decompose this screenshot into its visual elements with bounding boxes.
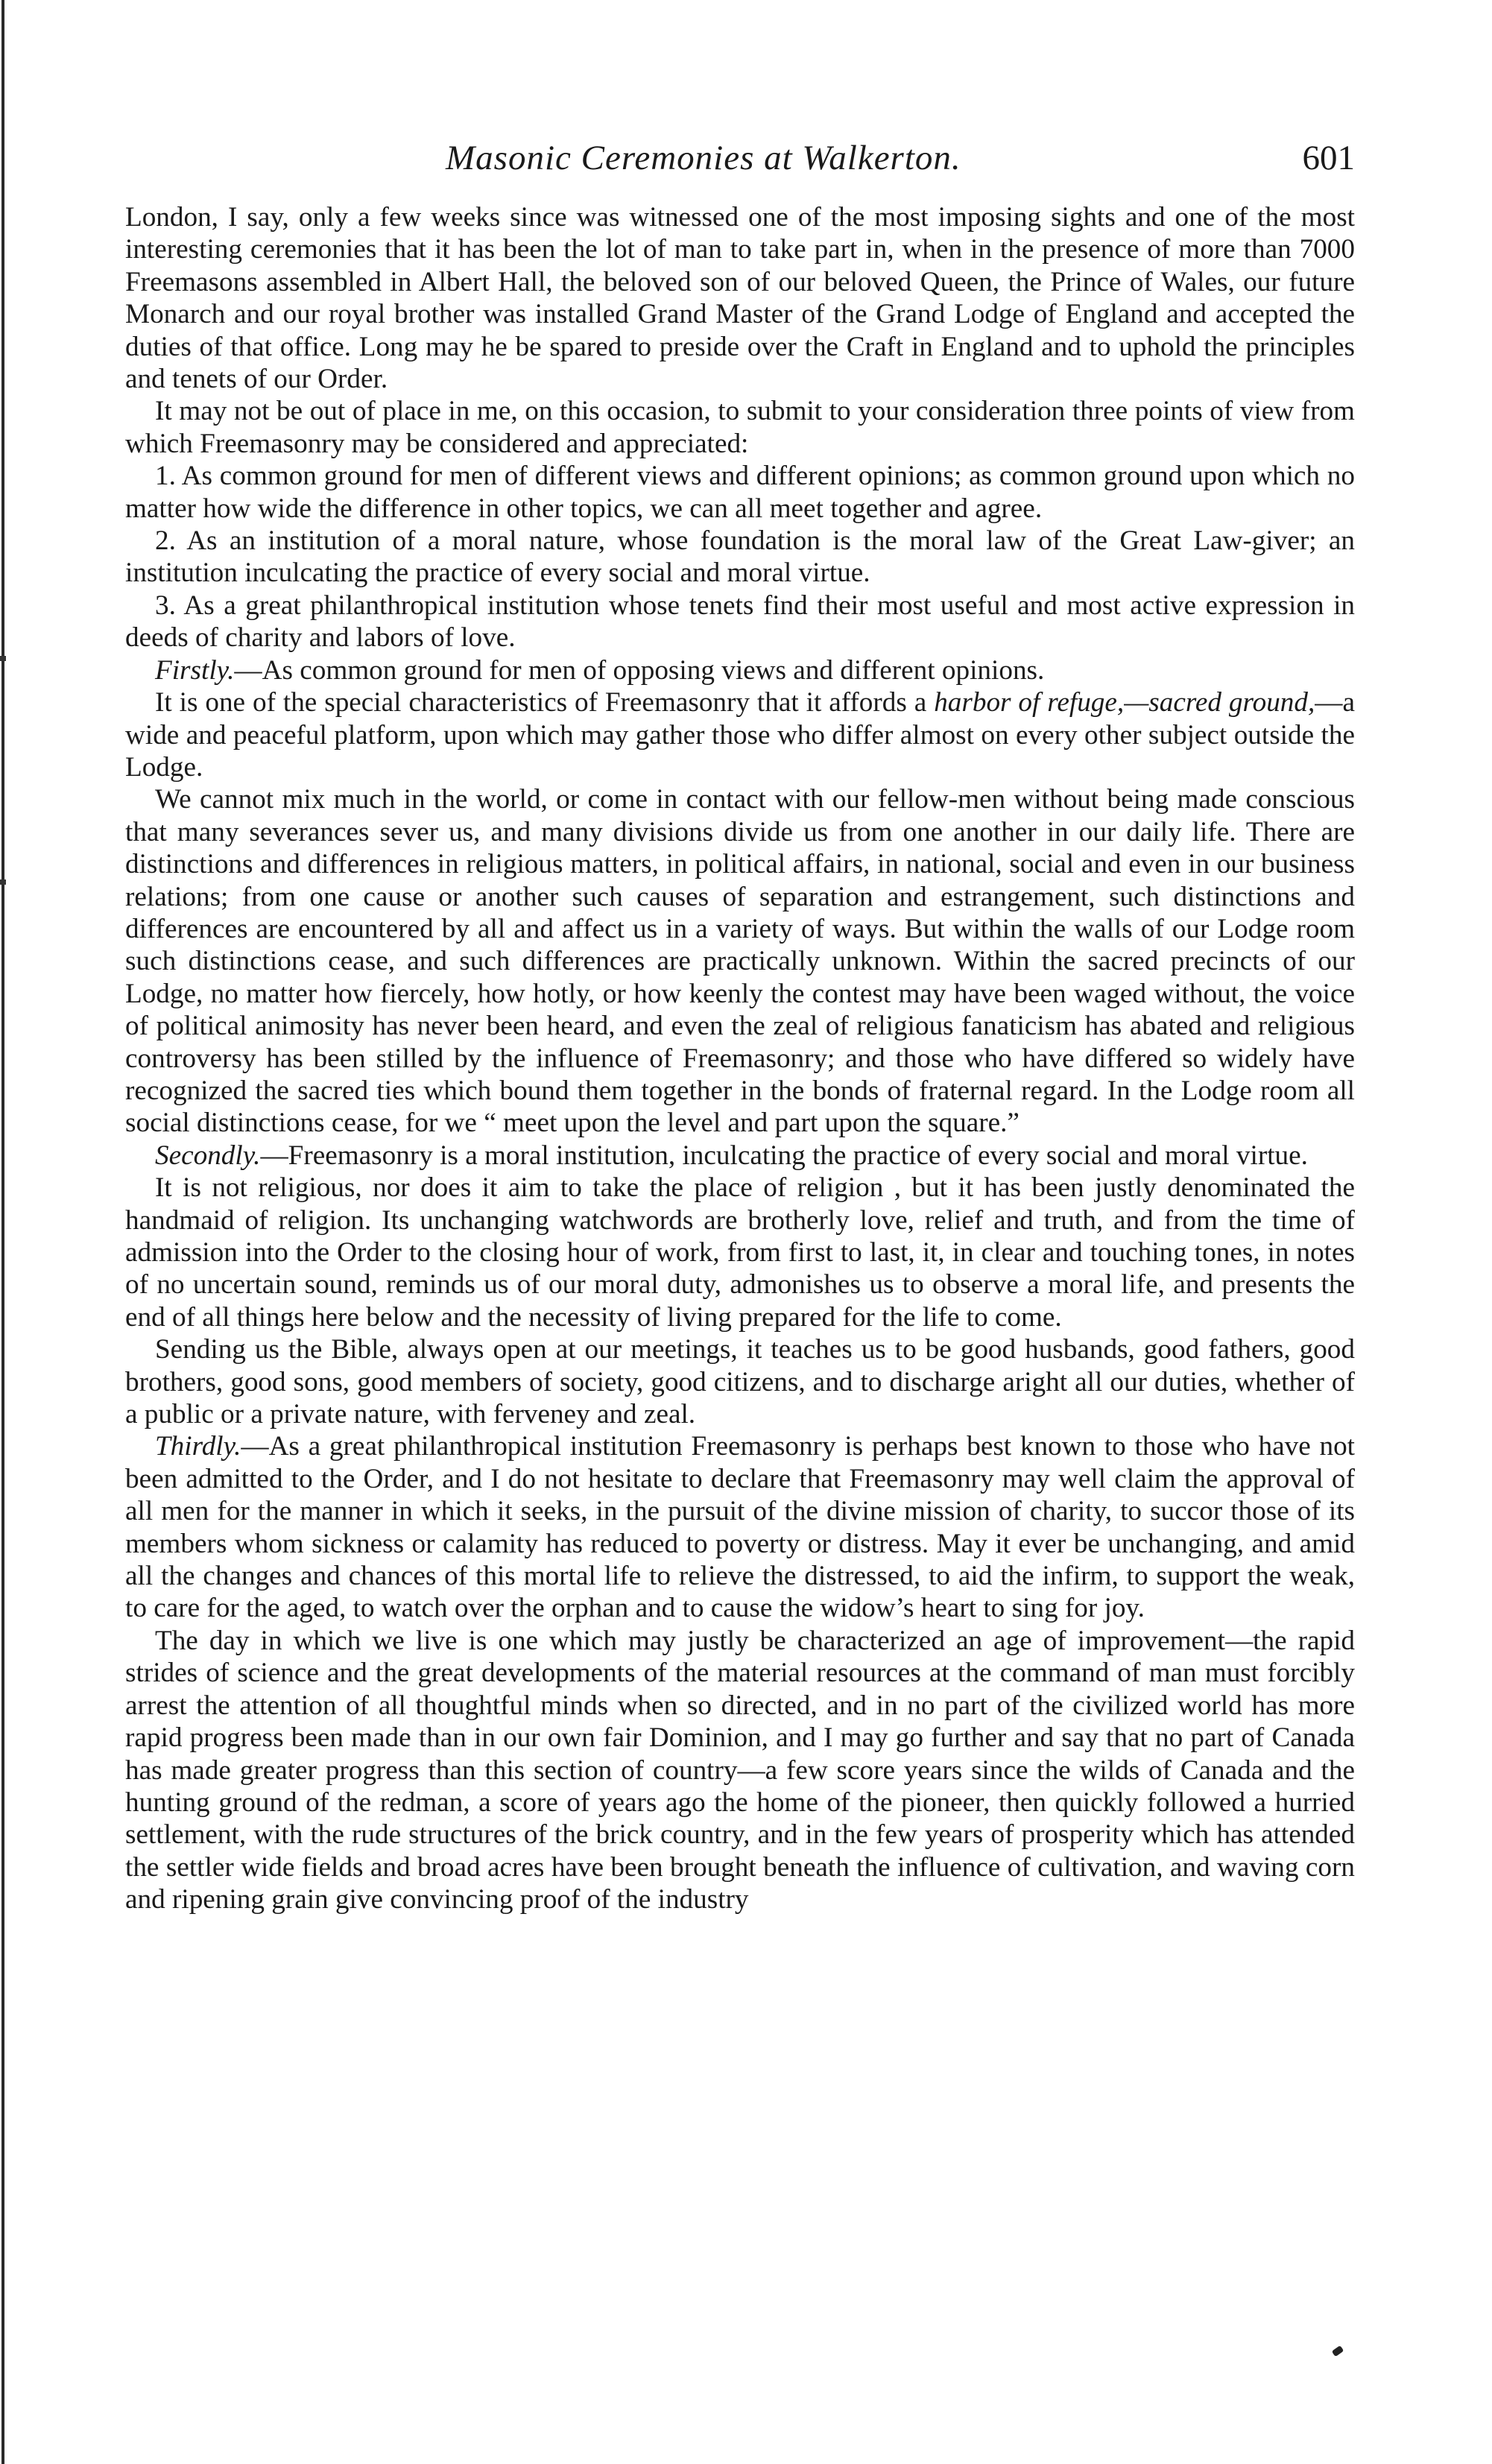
running-title: Masonic Ceremonies at Walkerton. (446, 139, 961, 177)
paragraph: It is one of the special characteristics of Freemasonry that it affords a harbor of refuge,—sacred ground,—a wide and peaceful platform, upon which may gather those who differ almost on every other subject outside the Lodge. (125, 687, 1355, 783)
emphasis: harbor of refuge,—sacred ground, (934, 687, 1315, 718)
binding-mark (0, 656, 6, 661)
paragraph: Secondly.—Freemasonry is a moral institution, inculcating the practice of every social and moral virtue. (155, 1140, 1308, 1171)
paragraph: Firstly.—As common ground for men of opposing views and different opinions. (155, 654, 1045, 686)
page-header (125, 138, 1355, 183)
section-lead: Firstly. (155, 654, 235, 686)
paragraph: It may not be out of place in me, on this occasion, to submit to your consideration three points of view from which Freemasonry may be considered and appreciated: (125, 396, 1355, 459)
paragraph: 2. As an institution of a moral nature, whose foundation is the moral law of the Great Law-giver; an institution inculcating the practice of every social and moral virtue. (125, 525, 1355, 589)
paragraph: The day in which we live is one which may justly be characterized an age of improvement—the rapid strides of science and the great developments of the material resources at the command of man must forcibly arrest the attention of all thoughtful minds when so directed, and in no part of the civilized world has more rapid progress been made than in our own fair Dominion, and I may go further and say that no part of Canada has made greater progress than this section of country—a few score years since the wilds of Canada and the hunting ground of the redman, a score of years ago the home of the pioneer, then quickly followed a hurried settlement, with the rude structures of the brick country, and in the few years of prosperity which has attended the settler wide fields and broad acres have been brought beneath the influence of cultivation, and waving corn and ripening grain give convincing proof of the industry (125, 1625, 1355, 1915)
binding-mark (0, 879, 6, 885)
paragraph: 1. As common ground for men of different views and different opinions; as common ground upon which no matter how wide the difference in other topics, we can all meet together and agree. (125, 461, 1355, 524)
section-lead: Secondly. (155, 1140, 261, 1171)
section-lead: Thirdly. (155, 1431, 241, 1462)
paragraph: 3. As a great philanthropical institution whose tenets find their most useful and most active expression in deeds of charity and labors of love. (125, 590, 1355, 654)
binding-edge (1, 0, 4, 2464)
ink-speck (1332, 2345, 1344, 2357)
paragraph: Thirdly.—As a great philanthropical institution Freemasonry is perhaps best known to those who have not been admitted to the Order, and I do not hesitate to declare that Freemasonry may well claim the approval of all men for the manner in which it seeks, in the pursuit of the divine mission of charity, to succor those of its members whom sickness or calamity has reduced to poverty or distress. May it ever be unchanging, and amid all the changes and chances of this mortal life to relieve the distressed, to aid the infirm, to support the weak, to care for the aged, to watch over the orphan and to cause the widow’s heart to sing for joy. (125, 1431, 1355, 1624)
paragraph: London, I say, only a few weeks since was witnessed one of the most imposing sights and one of the most interesting ceremonies that it has been the lot of man to take part in, when in the presence of more than 7000 Freemasons assembled in Albert Hall, the beloved son of our beloved Queen, the Prince of Wales, our future Monarch and our royal brother was installed Grand Master of the Grand Lodge of England and accepted the duties of that office. Long may he be spared to preside over the Craft in England and to uphold the principles and tenets of our Order. (125, 202, 1355, 395)
paragraph: It is not religious, nor does it aim to take the place of religion , but it has been justly denominated the handmaid of religion. Its unchanging watchwords are brotherly love, relief and truth, and from the time of admission into the Order to the closing hour of work, from first to last, it, in clear and touching tones, in notes of no uncertain sound, reminds us of our moral duty, admonishes us to observe a moral life, and presents the end of all things here below and the necessity of living prepared for the life to come. (125, 1172, 1355, 1333)
paragraph: We cannot mix much in the world, or come in contact with our fellow-men without being made conscious that many severances sever us, and many divisions divide us from one another in our daily life. There are distinctions and differences in religious matters, in political affairs, in national, social and even in our business relations; from one cause or another such causes of separation and estrangement, such distinctions and differences are encountered by all and affect us in a variety of ways. But within the walls of our Lodge room such distinctions cease, and such differences are practically unknown. Within the sacred precincts of our Lodge, no matter how fiercely, how hotly, or how keenly the contest may have been waged without, the voice of political animosity has never been heard, and even the zeal of religious fanaticism has abated and religious controversy has been stilled by the influence of Freemasonry; and those who have differed so widely have recognized the sacred ties which bound them together in the bonds of fraternal regard. In the Lodge room all social distinctions cease, for we “ meet upon the level and part upon the square.” (125, 784, 1355, 1139)
paragraph: Sending us the Bible, always open at our meetings, it teaches us to be good husbands, good fathers, good brothers, good sons, good members of society, good citizens, and to discharge aright all our duties, whether of a public or a private nature, with ferveney and zeal. (125, 1334, 1355, 1430)
article-body (125, 201, 1355, 1916)
page-number: 601 (1302, 139, 1355, 177)
